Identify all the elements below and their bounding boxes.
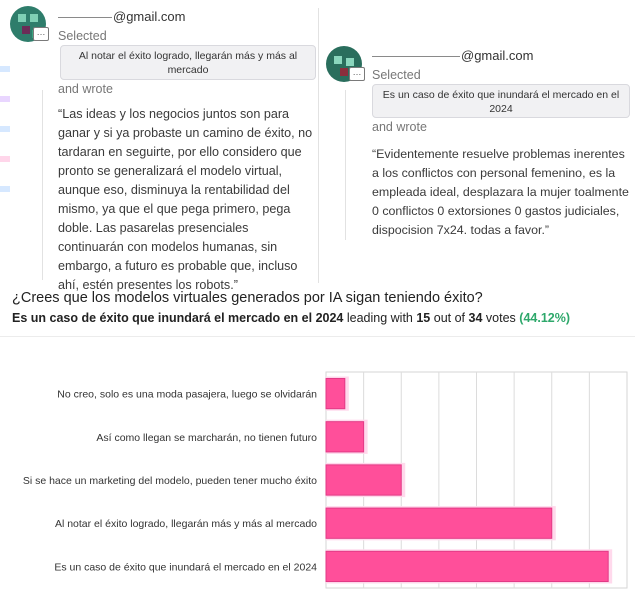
commenter-email: @gmail.com <box>372 48 533 63</box>
thread-line <box>42 90 43 280</box>
category-label: Así como llegan se marcharán, no tienen futuro <box>96 431 317 444</box>
bar-5 <box>326 551 608 581</box>
side-marker <box>0 126 10 132</box>
bar-4 <box>326 508 552 538</box>
wrote-label: and wrote <box>372 120 427 134</box>
selected-label: Selected <box>58 29 107 43</box>
comment-quote: “Evidentemente resuelve problemas inerentes a los conflictos con personal femenino, es la empleada ideal, desplazara la mujer toalmente 0 conflictos 0 extorsiones 0 gastos judiciales, dispocision 7x24. todas a favor.” <box>372 147 629 237</box>
poll-question: ¿Crees que los modelos virtuales generados por IA sigan teniendo éxito? <box>12 290 483 306</box>
leading-with-text: leading with <box>346 311 413 325</box>
bar-2 <box>326 422 364 452</box>
bar-highlight <box>326 463 405 497</box>
selected-option-chip: Al notar el éxito logrado, llegarán más y más al mercado <box>60 45 316 80</box>
wrote-label: and wrote <box>58 82 113 96</box>
thread-line <box>345 90 346 240</box>
bar-highlight <box>326 376 349 410</box>
divider <box>0 336 635 337</box>
category-label: Al notar el éxito logrado, llegarán más y más al mercado <box>54 518 317 531</box>
leading-option: Es un caso de éxito que inundará el mercado en el 2024 <box>12 311 344 325</box>
side-marker <box>0 96 10 102</box>
category-label: No creo, solo es una moda pasajera, luego se olvidarán <box>57 388 317 401</box>
bar-highlight <box>326 549 612 583</box>
comment-icon: … <box>33 27 49 41</box>
selected-option-chip: Es un caso de éxito que inundará el mercado en el 2024 <box>372 84 630 118</box>
side-marker <box>0 156 10 162</box>
comment-icon: … <box>349 67 365 81</box>
comment-quote: “Las ideas y los negocios juntos son para ganar y si ya probaste un camino de éxito, no tardaran en seguirte, por ello considero que pronto se generalizará el modelo virtual, aunque eso, disminuya la rentabilidad del mismo, ya que el que pega primero, pega doble. Las pasarelas presenciales continuarán con modelos humanas, sin embargo, a futuro es probable que, incluso ahí, estén presentes los robots.” <box>58 107 313 292</box>
bar-1 <box>326 378 345 408</box>
leader-votes: 15 <box>416 311 431 325</box>
out-of-text: out of <box>433 311 466 325</box>
column-divider <box>318 8 319 283</box>
total-votes: 34 <box>468 311 483 325</box>
side-marker <box>0 186 10 192</box>
category-label: Es un caso de éxito que inundará el mercado en el 2024 <box>54 561 317 574</box>
selected-label: Selected <box>372 68 421 82</box>
bar-highlight <box>326 420 368 454</box>
side-marker <box>0 66 10 72</box>
poll-result-summary <box>12 311 570 325</box>
commenter-email: @gmail.com <box>58 9 185 24</box>
votes-word: votes <box>485 311 516 325</box>
leader-percentage: (44.12%) <box>519 311 571 325</box>
bar-3 <box>326 465 401 495</box>
bar-highlight <box>326 506 556 540</box>
category-label: Si se hace un marketing del modelo, pueden tener mucho éxito <box>22 475 317 487</box>
plot-area <box>326 372 627 588</box>
